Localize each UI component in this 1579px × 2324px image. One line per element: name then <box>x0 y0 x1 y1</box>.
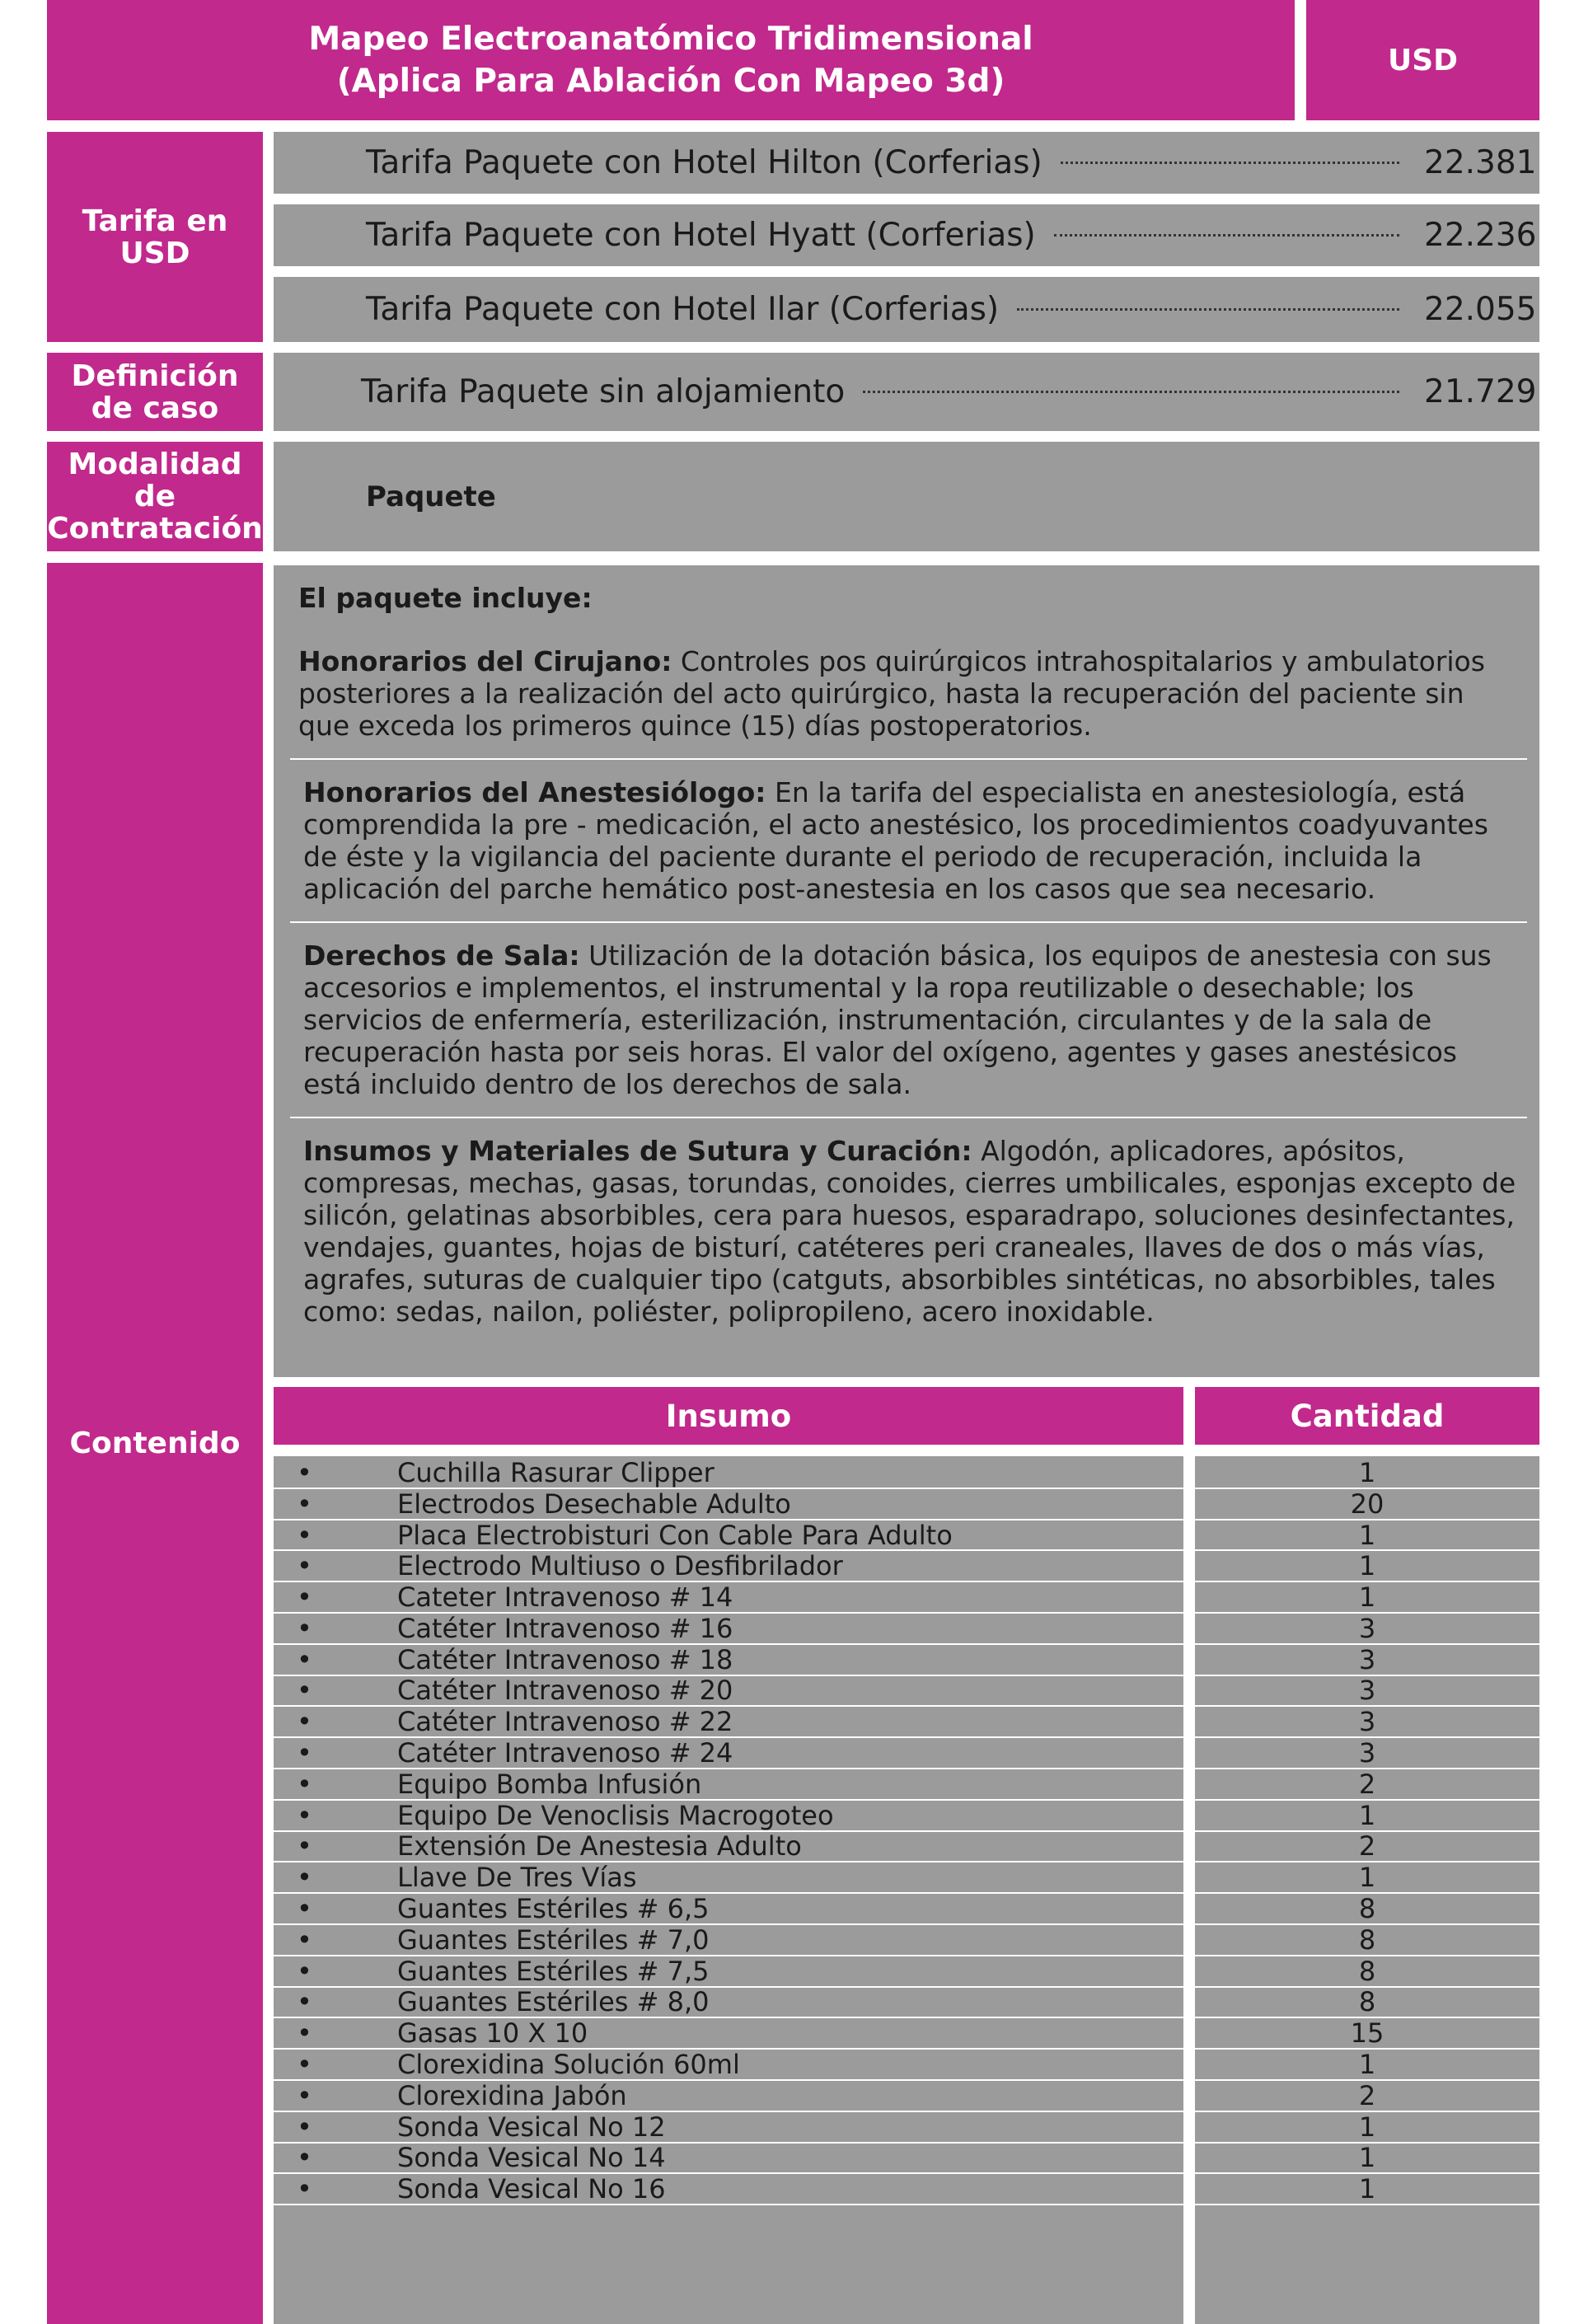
section-text: En la tarifa del especialista en anestesiología, está comprendida la pre - medicación, el acto anestésico, los procedimientos coadyuvantes de éste y la vigilancia del paciente durante el periodo de recuperación, incluida la aplicación del parche hemático post-anestesia en los casos que sea necesario. <box>303 776 1488 905</box>
section-heading: Honorarios del Cirujano: <box>298 645 672 677</box>
insumo-quantity: 3 <box>1195 1738 1539 1769</box>
bullet: • <box>297 1737 312 1769</box>
table-row <box>274 2018 1183 2050</box>
insumo-quantity: 8 <box>1195 1988 1539 2019</box>
table-row <box>274 2144 1183 2175</box>
table-row <box>274 1645 1183 1676</box>
bullet: • <box>297 1488 312 1520</box>
insumo-quantity: 1 <box>1195 1551 1539 1582</box>
bullet: • <box>297 2079 312 2111</box>
bullet: • <box>297 2142 312 2174</box>
insumo-quantity: 1 <box>1195 2174 1539 2205</box>
insumo-quantity: 20 <box>1195 1489 1539 1520</box>
insumo-name: Clorexidina Jabón <box>397 2079 627 2111</box>
table-row <box>274 2112 1183 2144</box>
bullet: • <box>297 1519 312 1551</box>
section-anesthesiologist <box>298 776 1519 905</box>
insumo-name: Electrodos Desechable Adulto <box>397 1488 791 1520</box>
bullet: • <box>297 1955 312 1987</box>
definicion-label: Definición de caso <box>47 353 263 431</box>
table-row <box>274 1489 1183 1520</box>
bullet: • <box>297 1799 312 1831</box>
bullet: • <box>297 2017 312 2050</box>
insumo-name: Gasas 10 X 10 <box>397 2017 588 2050</box>
bullet: • <box>297 1706 312 1738</box>
insumo-name: Guantes Estériles # 6,5 <box>397 1893 710 1925</box>
bullet: • <box>297 1612 312 1644</box>
rate-value: 22.055 <box>1424 291 1537 328</box>
divider <box>290 758 1527 760</box>
modalidad-value: Paquete <box>274 442 1539 551</box>
dot-leader <box>1054 234 1399 237</box>
table-row <box>274 1676 1183 1708</box>
section-heading: Insumos y Materiales de Sutura y Curación: <box>303 1135 972 1167</box>
dot-leader <box>1061 162 1399 164</box>
currency-header: USD <box>1306 0 1539 120</box>
page-title: Mapeo Electroanatómico Tridimensional (Aplica Para Ablación Con Mapeo 3d) <box>47 0 1295 120</box>
insumo-name: Catéter Intravenoso # 22 <box>397 1706 733 1738</box>
insumo-quantity: 8 <box>1195 1956 1539 1988</box>
table-row <box>274 1458 1183 1489</box>
bullet: • <box>297 1581 312 1614</box>
table-row <box>274 1551 1183 1582</box>
table-row <box>274 2081 1183 2112</box>
section-text: Controles pos quirúrgicos intrahospitalarios y ambulatorios posteriores a la realización del acto quirúrgico, hasta la recuperación del paciente sin que exceda los primeros quince (15) días postoperatorios. <box>298 645 1485 742</box>
col-insumo-header: Insumo <box>274 1387 1183 1445</box>
bullet: • <box>297 1862 312 1894</box>
table-row <box>274 2050 1183 2081</box>
rate-name: Tarifa Paquete con Hotel Ilar (Corferias) <box>366 291 1000 328</box>
insumo-quantity: 3 <box>1195 1645 1539 1676</box>
contenido-label: Contenido <box>47 563 263 2324</box>
table-row <box>274 2174 1183 2205</box>
bullet: • <box>297 1830 312 1862</box>
table-row <box>274 1614 1183 1645</box>
rate-row <box>274 277 1539 342</box>
insumo-quantity: 1 <box>1195 1582 1539 1614</box>
bullet: • <box>297 1768 312 1800</box>
rate-name: Tarifa Paquete con Hotel Hyatt (Corferias) <box>366 217 1036 254</box>
insumo-name: Clorexidina Solución 60ml <box>397 2049 740 2081</box>
insumo-quantity: 1 <box>1195 1801 1539 1832</box>
bullet: • <box>297 1643 312 1675</box>
table-row <box>274 1520 1183 1552</box>
dot-leader <box>863 391 1399 393</box>
insumo-quantity: 1 <box>1195 1520 1539 1552</box>
bullet: • <box>297 2049 312 2081</box>
bullet: • <box>297 1893 312 1925</box>
col-cantidad-header: Cantidad <box>1195 1387 1539 1445</box>
insumo-quantity: 1 <box>1195 2050 1539 2081</box>
insumo-quantity: 1 <box>1195 2112 1539 2144</box>
content-intro: El paquete incluye: <box>298 582 593 614</box>
table-row <box>274 1956 1183 1988</box>
insumo-quantity: 15 <box>1195 2018 1539 2050</box>
bullet: • <box>297 1986 312 2018</box>
divider <box>290 1117 1527 1118</box>
insumo-name: Guantes Estériles # 7,5 <box>397 1955 710 1987</box>
insumo-name: Sonda Vesical No 12 <box>397 2111 666 2143</box>
insumo-quantity: 1 <box>1195 1862 1539 1894</box>
section-heading: Derechos de Sala: <box>303 939 580 972</box>
rate-value: 21.729 <box>1424 373 1537 410</box>
insumo-name: Guantes Estériles # 7,0 <box>397 1923 710 1956</box>
insumo-quantity: 3 <box>1195 1707 1539 1738</box>
dot-leader <box>1017 308 1399 311</box>
tarifa-label: Tarifa en USD <box>47 132 263 342</box>
insumo-quantity: 8 <box>1195 1894 1539 1925</box>
divider <box>290 921 1527 923</box>
insumo-name: Llave De Tres Vías <box>397 1862 637 1894</box>
table-row <box>274 1988 1183 2019</box>
insumo-name: Sonda Vesical No 16 <box>397 2173 666 2205</box>
insumo-name: Placa Electrobisturi Con Cable Para Adulto <box>397 1519 953 1551</box>
insumo-quantity: 2 <box>1195 2081 1539 2112</box>
insumo-name: Catéter Intravenoso # 18 <box>397 1643 733 1675</box>
insumo-name: Equipo Bomba Infusión <box>397 1768 702 1800</box>
rate-value: 22.236 <box>1424 217 1537 254</box>
insumo-quantity: 8 <box>1195 1925 1539 1956</box>
rate-row <box>274 132 1539 194</box>
insumo-quantity: 3 <box>1195 1614 1539 1645</box>
table-row <box>274 1862 1183 1894</box>
insumo-column <box>274 1456 1183 2324</box>
insumo-name: Equipo De Venoclisis Macrogoteo <box>397 1799 834 1831</box>
table-row <box>274 1894 1183 1925</box>
bullet: • <box>297 1675 312 1707</box>
insumo-quantity: 3 <box>1195 1676 1539 1708</box>
bullet: • <box>297 1923 312 1956</box>
rate-row <box>274 353 1539 431</box>
insumo-name: Sonda Vesical No 14 <box>397 2142 666 2174</box>
table-row <box>274 1832 1183 1863</box>
table-row <box>274 1582 1183 1614</box>
insumo-name: Cuchilla Rasurar Clipper <box>397 1456 715 1488</box>
table-row <box>274 1769 1183 1801</box>
insumo-quantity: 1 <box>1195 2144 1539 2175</box>
section-surgeon <box>298 645 1519 742</box>
bullet: • <box>297 2111 312 2143</box>
table-row <box>274 1801 1183 1832</box>
modalidad-label: Modalidad de Contratación <box>47 442 263 551</box>
insumo-name: Cateter Intravenoso # 14 <box>397 1581 733 1614</box>
section-heading: Honorarios del Anestesiólogo: <box>303 776 766 808</box>
table-row <box>274 1707 1183 1738</box>
bullet: • <box>297 1456 312 1488</box>
insumo-name: Catéter Intravenoso # 24 <box>397 1737 733 1769</box>
section-room-rights <box>298 939 1519 1100</box>
table-row <box>274 1738 1183 1769</box>
content-block <box>274 565 1539 1377</box>
insumo-name: Catéter Intravenoso # 20 <box>397 1675 733 1707</box>
bullet: • <box>297 1550 312 1582</box>
insumo-quantity: 2 <box>1195 1769 1539 1801</box>
insumo-name: Catéter Intravenoso # 16 <box>397 1612 733 1644</box>
bullet: • <box>297 2173 312 2205</box>
section-text: Utilización de la dotación básica, los equipos de anestesia con sus accesorios e implementos, el instrumental y la ropa reutilizable o desechable; los servicios de enfermería, esterilización, instrumentación, circulantes y de la sala de recuperación hasta por seis horas. El valor del oxígeno, agentes y gases anestésicos está incluido dentro de los derechos de sala. <box>303 939 1492 1100</box>
insumo-name: Extensión De Anestesia Adulto <box>397 1830 802 1862</box>
insumo-name: Electrodo Multiuso o Desfibrilador <box>397 1550 843 1582</box>
rate-name: Tarifa Paquete sin alojamiento <box>361 373 846 410</box>
section-supplies <box>298 1135 1519 1328</box>
rate-value: 22.381 <box>1424 144 1537 181</box>
insumo-quantity: 1 <box>1195 1458 1539 1489</box>
cantidad-column <box>1195 1456 1539 2324</box>
insumo-quantity: 2 <box>1195 1832 1539 1863</box>
rate-name: Tarifa Paquete con Hotel Hilton (Corferias) <box>366 144 1043 181</box>
insumo-name: Guantes Estériles # 8,0 <box>397 1986 710 2018</box>
rate-row <box>274 204 1539 266</box>
table-row <box>274 1925 1183 1956</box>
section-text: Algodón, aplicadores, apósitos, compresas, mechas, gasas, torundas, conoides, cierres umbilicales, esponjas excepto de silicón, gelatinas absorbibles, cera para huesos, esparadrapo, soluciones desinfectantes, vendajes, guantes, hojas de bisturí, catéteres peri craneales, llaves de dos o más vías, agrafes, suturas de cualquier tipo (catguts, absorbibles sintéticas, no absorbibles, tales como: sedas, nailon, poliéster, polipropileno, acero inoxidable. <box>303 1135 1516 1328</box>
